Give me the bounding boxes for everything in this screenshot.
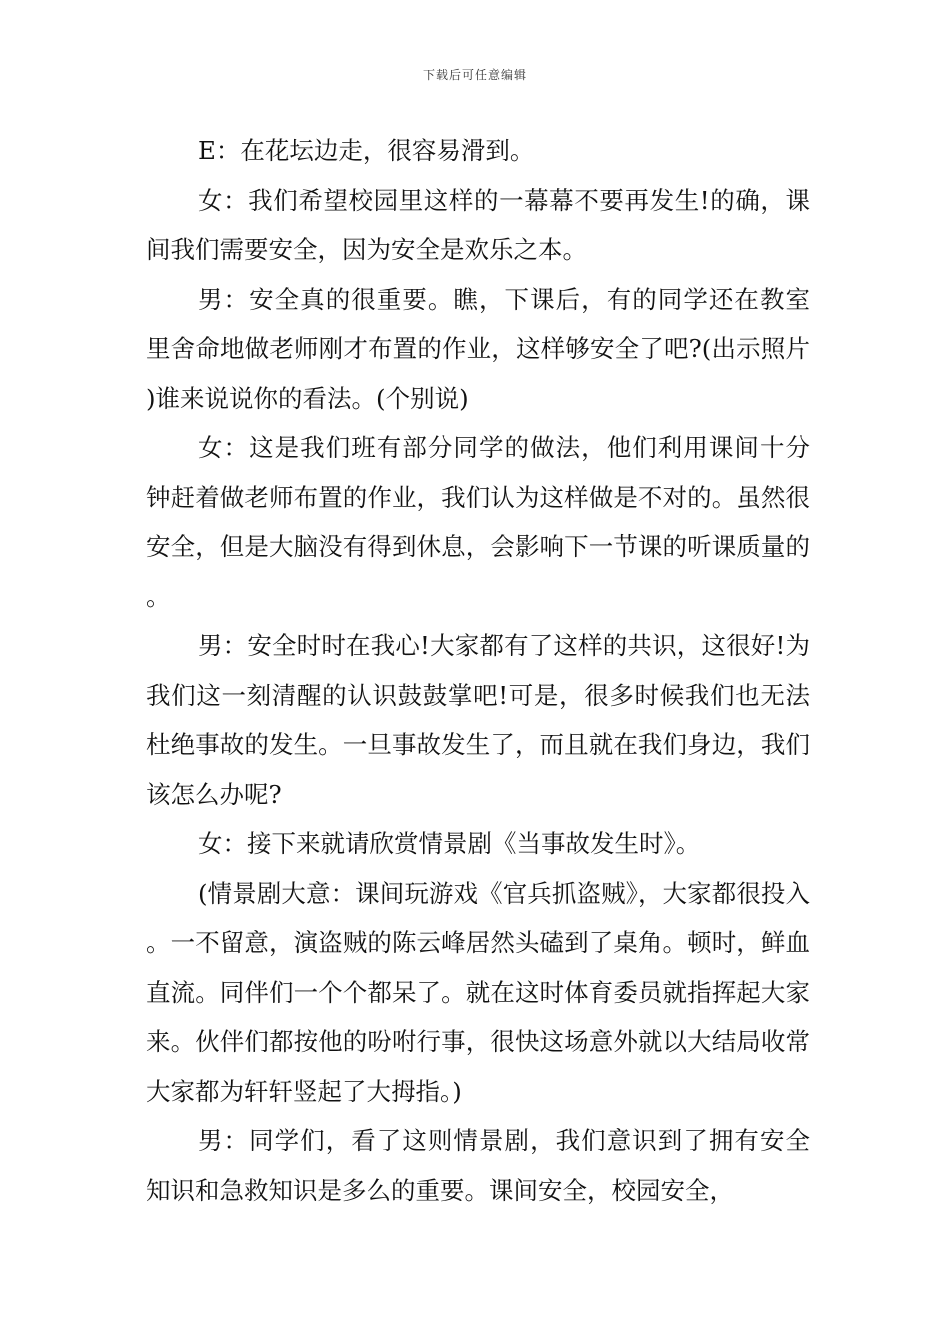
paragraph-5: 男：安全时时在我心!大家都有了这样的共识，这很好!为我们这一刻清醒的认识鼓鼓掌吧!可是，很多时候我们也无法杜绝事故的发生。一旦事故发生了，而且就在我们身边，我们该怎么办呢?: [146, 631, 810, 809]
paragraph-1: E：在花坛边走，很容易滑到。: [198, 136, 535, 165]
paragraph-3: 男：安全真的很重要。瞧，下课后，有的同学还在教室里舍命地做老师刚才布置的作业，这样够安全了吧?(出示照片)谁来说说你的看法。(个别说): [146, 284, 810, 413]
download-edit-note: 下载后可任意编辑: [422, 68, 527, 82]
paragraph-2: 女：我们希望校园里这样的一幕幕不要再发生!的确，课间我们需要安全，因为安全是欢乐之本。: [146, 185, 810, 264]
document-body: [146, 126, 810, 1215]
paragraph-4: 女：这是我们班有部分同学的做法，他们利用课间十分钟赶着做老师布置的作业，我们认为这样做是不对的。虽然很安全，但是大脑没有得到休息，会影响下一节课的听课质量的。: [146, 433, 810, 611]
paragraph-8: 男：同学们，看了这则情景剧，我们意识到了拥有安全知识和急救知识是多么的重要。课间安全，校园安全，: [146, 1126, 810, 1205]
paragraph-6: 女：接下来就请欣赏情景剧《当事故发生时》。: [198, 829, 701, 858]
paragraph-7: (情景剧大意：课间玩游戏《官兵抓盗贼》，大家都很投入。一不留意，演盗贼的陈云峰居然头磕到了桌角。顿时，鲜血直流。同伴们一个个都呆了。就在这时体育委员就指挥起大家来。伙伴们都按他的吩咐行事，很快这场意外就以大结局收常大家都为轩轩竖起了大拇指。): [146, 878, 810, 1106]
